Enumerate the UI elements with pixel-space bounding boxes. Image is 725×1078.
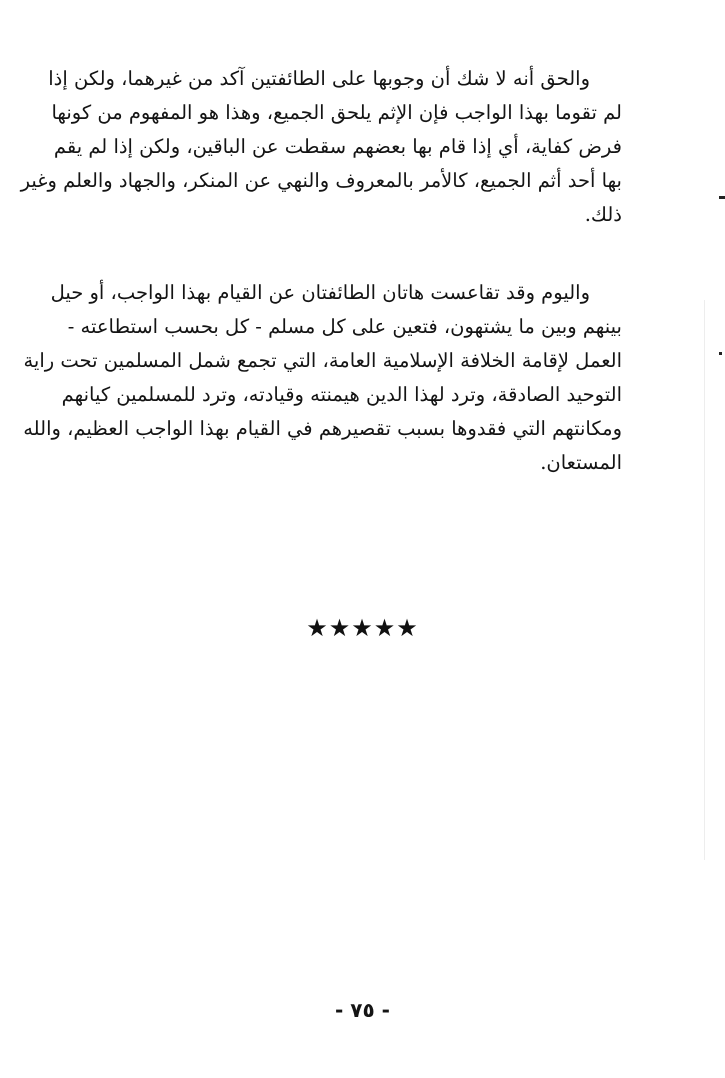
margin-mark [719,352,722,355]
page-fold-line [704,300,705,860]
text-line: والحق أنه لا شك أن وجوبها على الطائفتين آكد من غيرهما، ولكن إذا [48,67,590,90]
paragraph-1 [20,62,622,232]
paragraph-2 [23,276,622,480]
text-line: بها أحد أثم الجميع، كالأمر بالمعروف والنهي عن المنكر، والجهاد والعلم وغير [20,169,622,192]
section-separator-stars: ★★★★★ [306,614,419,642]
text-line: التوحيد الصادقة، وترد لهذا الدين هيمنته وقيادته، وترد للمسلمين كيانهم [61,383,622,406]
text-line: ذلك. [584,203,622,226]
text-line: لم تقوما بهذا الواجب فإن الإثم يلحق الجميع، وهذا هو المفهوم من كونها [51,101,622,124]
text-line: العمل لإقامة الخلافة الإسلامية العامة، التي تجمع شمل المسلمين تحت راية [23,349,622,372]
text-line: المستعان. [540,451,622,474]
text-line: ومكانتهم التي فقدوها بسبب تقصيرهم في القيام بهذا الواجب العظيم، والله [23,417,622,440]
text-line: فرض كفاية، أي إذا قام بها بعضهم سقطت عن الباقين، ولكن إذا لم يقم [53,135,622,158]
page-number: - ٧٥ - [335,998,390,1022]
margin-mark [719,196,725,199]
text-line: بينهم وبين ما يشتهون، فتعين على كل مسلم - كل بحسب استطاعته - [67,315,622,338]
text-line: واليوم وقد تقاعست هاتان الطائفتان عن القيام بهذا الواجب، أو حيل [50,281,590,304]
